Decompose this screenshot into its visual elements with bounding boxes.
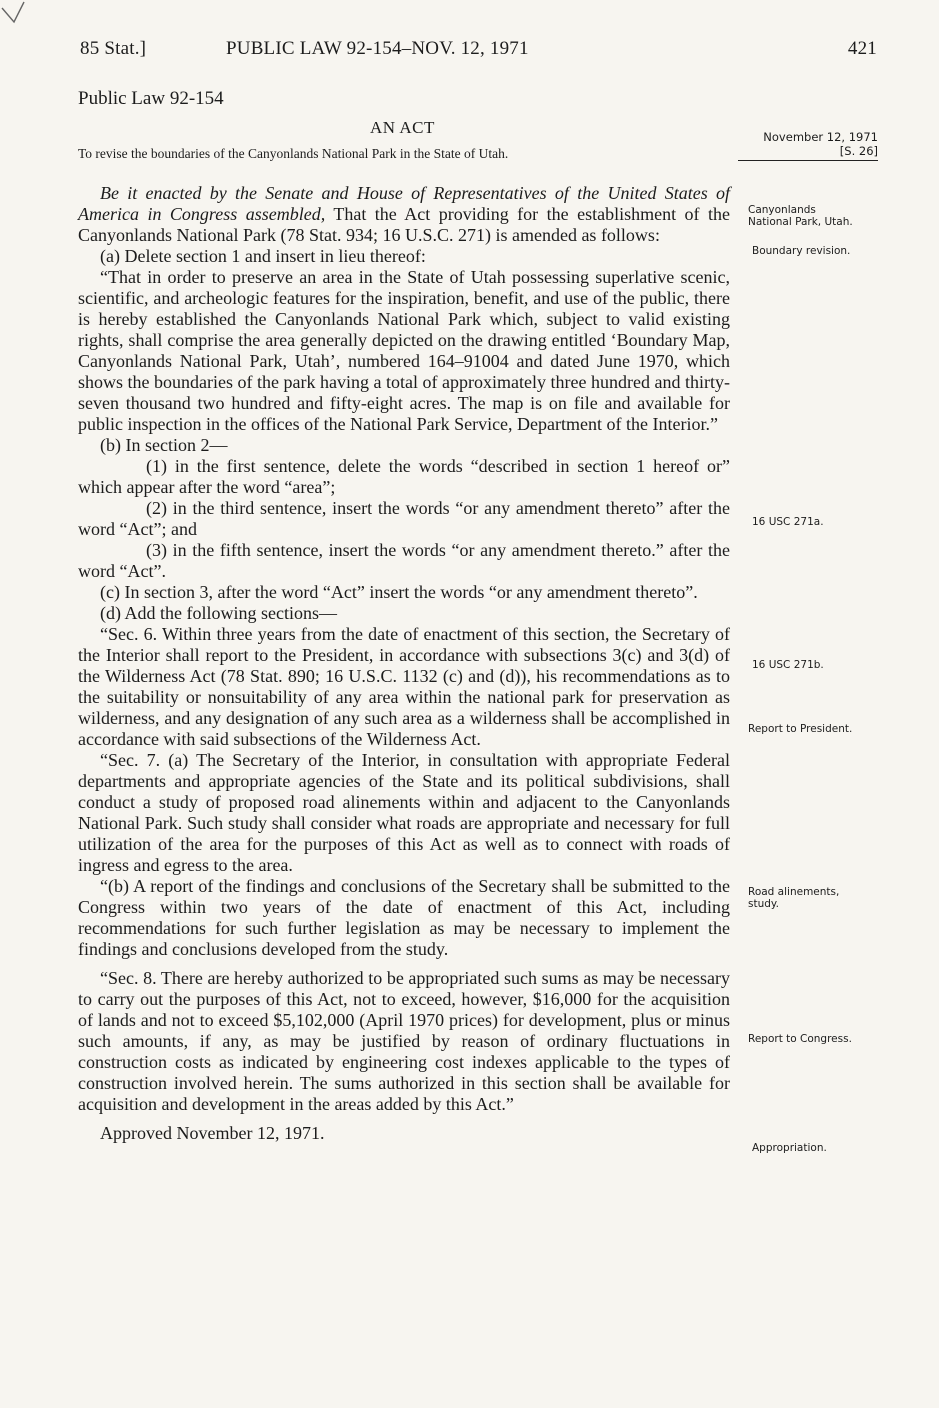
- subsection-d: (d) Add the following sections—: [100, 603, 337, 623]
- header-title: PUBLIC LAW 92-154–NOV. 12, 1971: [226, 38, 529, 59]
- margin-note-road: Road alinements, study.: [748, 886, 840, 910]
- enacting-italic: Be it enacted by the Senate and House of Representatives of the United States of America in Congress assembled,: [78, 183, 730, 224]
- header-volume: 85 Stat.]: [80, 38, 147, 59]
- enacting-text: That the Act providing for the establishment of the Canyonlands National Park (78 Stat. 934; 16 U.S.C. 271) is amended as follows:: [78, 204, 730, 245]
- clause-b1: (1) in the first sentence, delete the words “described in section 1 hereof or” which appear after the word “area”;: [78, 456, 730, 497]
- subsection-a: (a) Delete section 1 and insert in lieu thereof:: [100, 246, 426, 266]
- bill-number: [S. 26]: [839, 144, 878, 158]
- clause-b2: (2) in the third sentence, insert the words “or any amendment thereto” after the word “Act”; and: [78, 498, 730, 539]
- enactment-date: November 12, 1971: [763, 130, 878, 144]
- margin-note-canyonlands: Canyonlands National Park, Utah.: [748, 204, 853, 228]
- section-6: “Sec. 6. Within three years from the date of enactment of this section, the Secretary of the Interior shall report to the President, in accordance with subsections 3(c) and 3(d) of the Wilderness Act (78 Stat. 890; 16 U.S.C. 1132 (c) and (d)), his recommendations as to the suitability or nonsuitability of any area within the national park for preservation as wilderness, and any designation of any such area as a wilderness shall be accomplished in accordance with said subsections of the Wilderness Act.: [78, 624, 730, 749]
- subsection-c: (c) In section 3, after the word “Act” insert the words “or any amendment thereto”.: [100, 582, 698, 602]
- approval-line: Approved November 12, 1971.: [100, 1123, 325, 1143]
- subsection-b: (b) In section 2—: [100, 435, 228, 455]
- section-8: “Sec. 8. There are hereby authorized to be appropriated such sums as may be necessary to carry out the purposes of this Act, not to exceed, however, $16,000 for the acquisition of lands and not to exceed $5,102,000 (April 1970 prices) for development, plus or minus such amounts, if any, as may be justified by reason of ordinary fluctuations in construction costs as indicated by engineering cost indexes applicable to the types of construction involved herein. The sums authorized in this section shall be available for acquisition and development in the areas added by this Act.”: [78, 968, 730, 1114]
- act-title: AN ACT: [370, 118, 435, 137]
- margin-note-report-congress: Report to Congress.: [748, 1033, 852, 1045]
- law-caption: Public Law 92-154: [78, 88, 224, 109]
- new-section-1: “That in order to preserve an area in the State of Utah possessing superlative scenic, scientific, and archeologic features for the inspiration, benefit, and use of the public, there is hereby established the Canyonlands National Park which, subject to valid existing rights, shall comprise the area generally depicted on the drawing entitled ‘Boundary Map, Canyonlands National Park, Utah’, numbered 164–91004 and dated June 1970, which shows the boundaries of the park having a total of approximately three hundred and thirty-seven thousand two hundred and fifty-eight acres. The map is on file and available for public inspection in the offices of the National Park Service, Department of the Interior.”: [78, 267, 730, 434]
- margin-note-271b: 16 USC 271b.: [752, 659, 824, 671]
- section-7b: “(b) A report of the findings and conclusions of the Secretary shall be submitted to the Congress within two years of the date of enactment of this Act, including recommendations for such further legislation as may be necessary to implement the findings and conclusions developed from the study.: [78, 876, 730, 959]
- clause-b3: (3) in the fifth sentence, insert the words “or any amendment thereto.” after the word “Act”.: [78, 540, 730, 581]
- page-number: 421: [847, 38, 877, 59]
- act-purpose: To revise the boundaries of the Canyonlands National Park in the State of Utah.: [78, 146, 509, 161]
- margin-note-271a: 16 USC 271a.: [752, 516, 824, 528]
- section-7a: “Sec. 7. (a) The Secretary of the Interior, in consultation with appropriate Federal departments and appropriate agencies of the State and its political subdivisions, shall conduct a study of proposed road alinements within and adjacent to the Canyonlands National Park. Such study shall consider what roads are appropriate and necessary for full utilization of the area for the purposes of this Act as well as to connect with roads of ingress and egress to the area.: [78, 750, 730, 875]
- margin-note-appropriation: Appropriation.: [752, 1142, 827, 1154]
- margin-note-boundary: Boundary revision.: [752, 245, 851, 257]
- margin-note-report-president: Report to President.: [748, 723, 853, 735]
